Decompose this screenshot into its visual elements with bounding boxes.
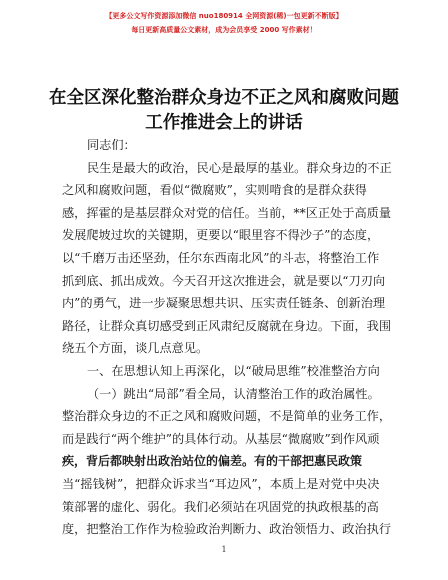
text-line: 当“摇钱树”，把群众诉求当“耳边风”，本质上是对党中央决: [62, 476, 380, 491]
promo-banner: [0, 9, 448, 37]
text-line: 民生是最大的政治，民心是最厚的基业。群众身边的不正: [87, 160, 392, 175]
text-line: 疾，背后都映射出政治站位的偏差。有的干部把惠民政策: [62, 454, 363, 469]
text-line: 一、在思想认知上再深化，以“破局思维”校准整治方向: [87, 363, 380, 378]
text-line: 以“千磨万击还坚劲，任尔东西南北风”的斗志，将整治工作: [62, 250, 380, 265]
text-line: 而是践行“两个维护”的具体行动。从基层“微腐败”到作风顽: [62, 431, 380, 446]
text-line: 整治群众身边的不正之风和腐败问题，不是简单的业务工作，: [62, 409, 392, 424]
text-line: 之风和腐败问题，看似“微腐败”，实则啃食的是群众获得: [62, 183, 367, 198]
text-line: 度，把整治工作作为检验政治判断力、政治领悟力、政治执行: [62, 522, 392, 537]
text-line: 抓到底、抓出成效。今天召开这次推进会，就是要以“刀刃向: [62, 273, 386, 288]
text-line: 同志们：: [87, 138, 136, 152]
text-line: 路径，让群众真切感受到正风肃纪反腐就在身边。下面，我围: [62, 318, 392, 333]
title-line-1: 在全区深化整治群众身边不正之风和腐败问题: [49, 88, 399, 108]
page-number: 1: [221, 545, 227, 554]
document-body: [62, 134, 392, 541]
speech-title: [0, 86, 448, 136]
text-line: 内”的勇气，进一步凝聚思想共识、压实责任链条、创新治理: [62, 296, 386, 311]
banner-line-2: 每日更新高质量公文素材，成为会员享受 2000 写作素材！: [131, 26, 317, 34]
text-line: 发展爬坡过坎的关键期，更要以“眼里容不得沙子”的态度，: [62, 228, 380, 243]
text-line: （一）跳出“局部”看全局，认清整治工作的政治属性。: [87, 386, 380, 401]
text-line: 策部署的虚化、弱化。我们必须站在巩固党的执政根基的高: [62, 499, 379, 514]
title-line-2: 工作推进会上的讲话: [145, 113, 303, 133]
text-line: 感，挥霍的是基层群众对党的信任。当前，**区正处于高质量: [62, 205, 392, 220]
text-line: 绕五个方面，谈几点意见。: [62, 341, 209, 356]
banner-line-1: 【更多公文写作资源添加微信 nuo180914 全网资源(稀)一包更新不断版】: [105, 12, 343, 20]
